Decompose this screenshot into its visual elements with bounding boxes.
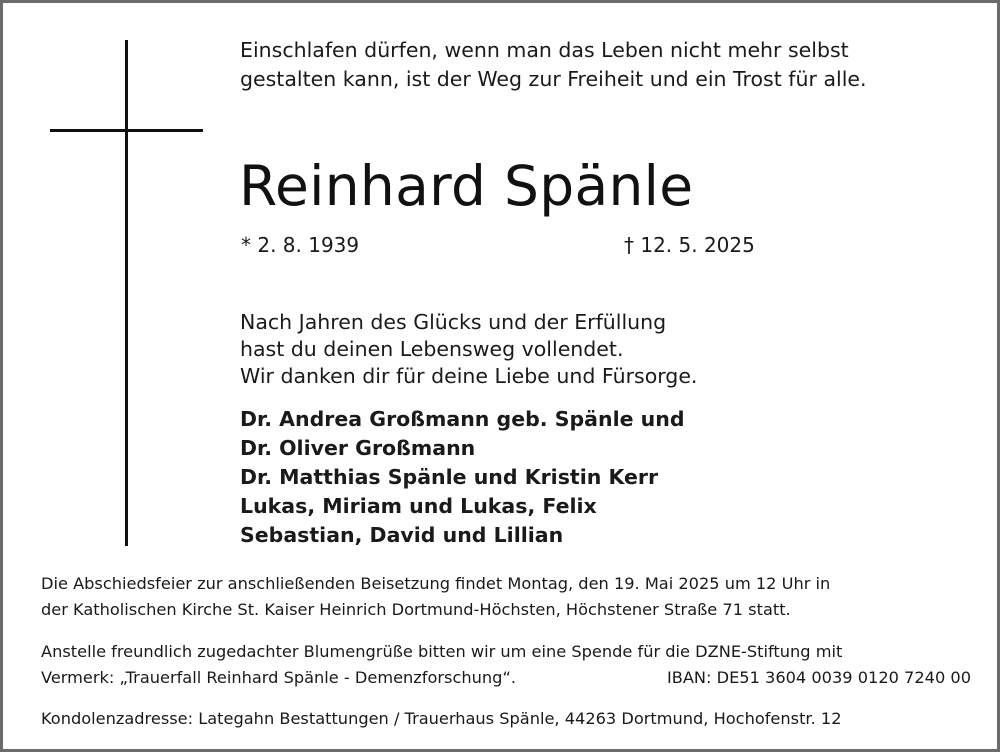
poem [240,309,697,390]
ceremony-line: Die Abschiedsfeier zur anschließenden Beisetzung findet Montag, den 19. Mai 2025 um 12 Uhr in [41,574,831,593]
birth-date: * 2. 8. 1939 [241,233,360,257]
poem-line: Nach Jahren des Glücks und der Erfüllung [240,310,667,334]
deceased-name: Reinhard Spänle [239,154,694,218]
poem-line: hast du deinen Lebensweg vollendet. [240,337,624,361]
donation-line: Anstelle freundlich zugedachter Blumengrüße bitten wir um eine Spende für die DZNE-Stiftung mit [41,642,843,661]
motto-line: Einschlafen dürfen, wenn man das Leben nicht mehr selbst [240,38,849,62]
mourner-line: Dr. Oliver Großmann [240,436,476,460]
mourner-line: Dr. Andrea Großmann geb. Spänle und [240,407,685,431]
donation-reference: Vermerk: „Trauerfall Reinhard Spänle - Demenzforschung“. [41,668,516,687]
ceremony-line: der Katholischen Kirche St. Kaiser Heinrich Dortmund-Höchsten, Höchstener Straße 71 statt. [41,600,791,619]
mourner-line: Dr. Matthias Spänle und Kristin Kerr [240,465,659,489]
donation-reference-line [41,665,971,691]
poem-line: Wir danken dir für deine Liebe und Fürsorge. [240,364,698,388]
mourners-list [240,405,685,550]
mourner-line: Lukas, Miriam und Lukas, Felix [240,494,597,518]
death-date: † 12. 5. 2025 [624,233,755,257]
cross-vertical-bar [125,40,128,546]
condolence-address: Kondolenzadresse: Lategahn Bestattungen / Trauerhaus Spänle, 44263 Dortmund, Hochofenstr. 12 [41,709,842,728]
motto-line: gestalten kann, ist der Weg zur Freiheit und ein Trost für alle. [240,67,867,91]
ceremony-info [41,571,830,623]
motto [240,36,867,94]
cross-horizontal-bar [50,129,203,132]
iban: IBAN: DE51 3604 0039 0120 7240 00 [666,668,971,687]
donation-info [41,639,971,691]
mourner-line: Sebastian, David und Lillian [240,523,564,547]
